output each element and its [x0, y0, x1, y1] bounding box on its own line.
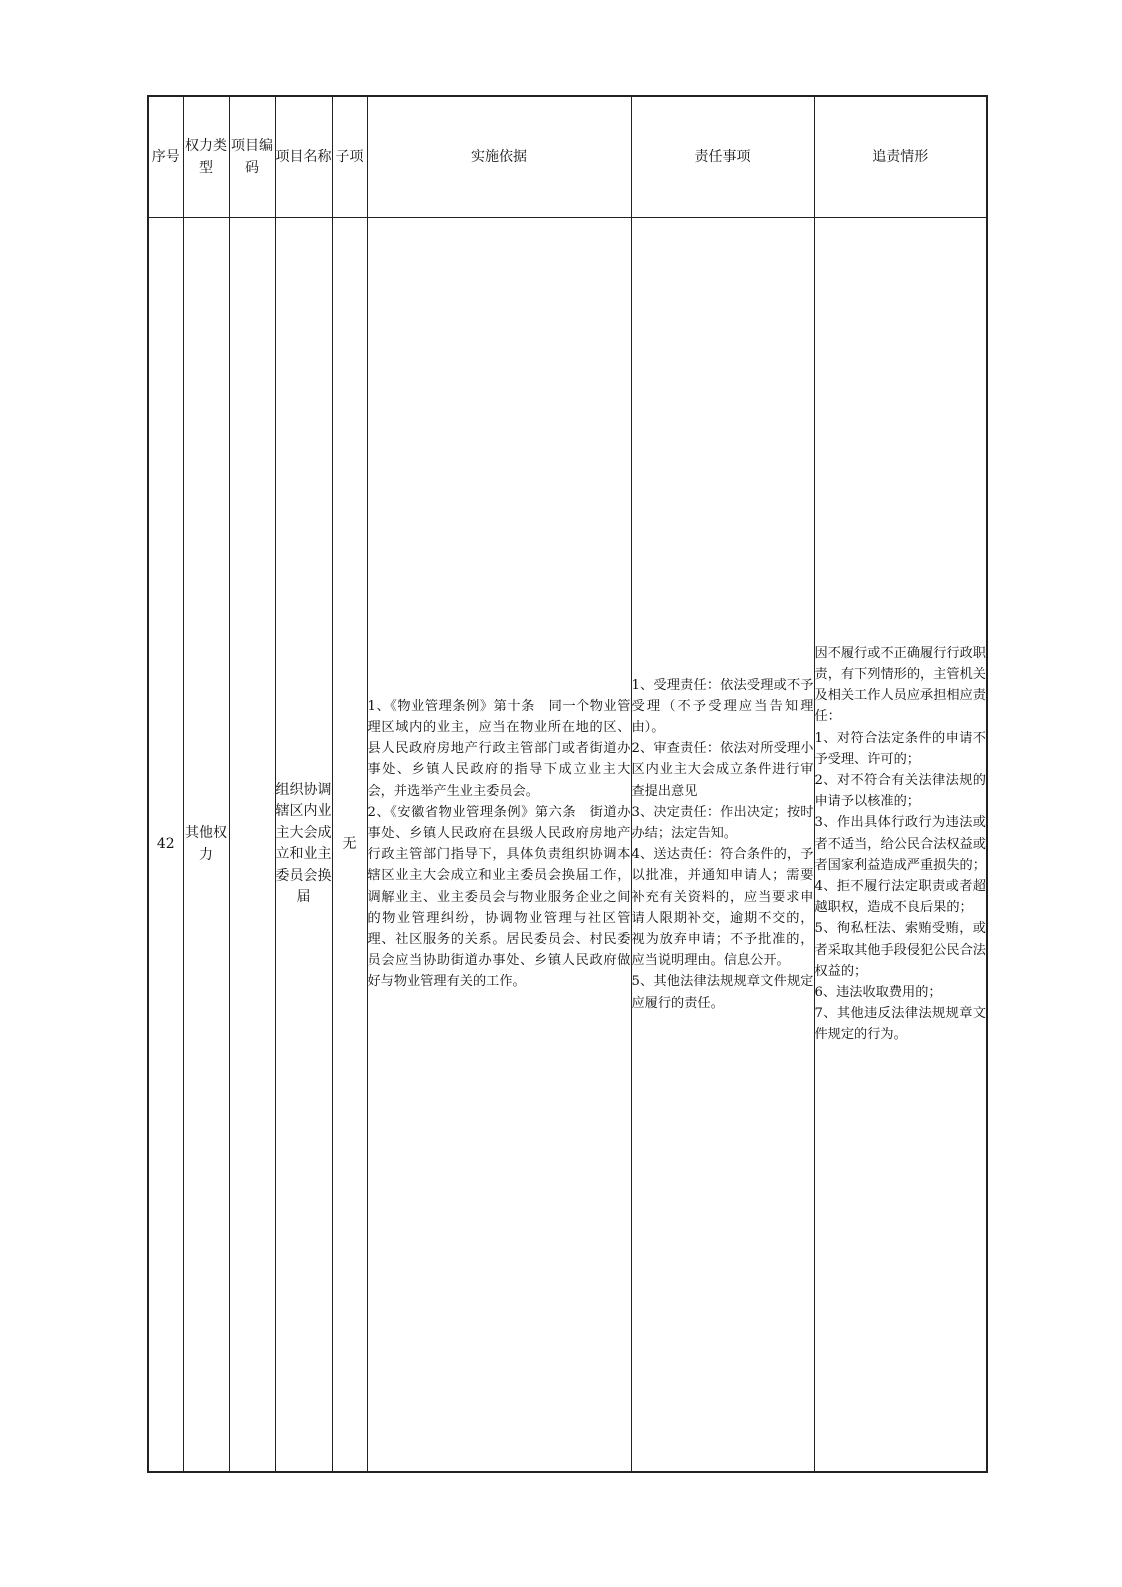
row-item-code: [229, 217, 275, 1472]
accountability-item: 6、违法收取费用的；: [814, 985, 942, 1001]
header-duty: 责任事项: [631, 96, 814, 217]
header-basis: 实施依据: [367, 96, 631, 217]
duty-item: 3、决定责任：作出决定；按时办结；法定告知。: [631, 804, 814, 842]
row-item-name: 组织协调辖区内业主大会成立和业主委员会换届: [275, 217, 332, 1472]
accountability-item: 4、拒不履行法定职责或者超越职权，造成不良后果的；: [814, 879, 986, 916]
row-duty: [631, 217, 814, 1472]
power-list-table: [147, 95, 988, 1473]
row-accountability: [814, 217, 987, 1472]
table-header-row: [148, 96, 987, 217]
row-basis: [367, 217, 631, 1472]
basis-paragraph: 1、《物业管理条例》第十条 同一个物业管理区域内的业主，应当在物业所在地的区、县人民政府房地产行政主管部门或者街道办事处、乡镇人民政府的指导下成立业主大会，并选举产生业主委员会。: [367, 698, 631, 799]
header-accountability: 追责情形: [814, 96, 987, 217]
header-item-name: 项目名称: [275, 96, 332, 217]
basis-paragraph: 2、《安徽省物业管理条例》第六条 街道办事处、乡镇人民政府在县级人民政府房地产行政主管部门指导下，具体负责组织协调本辖区业主大会成立和业主委员会换届工作，调解业主、业主委员会与物业服务企业之间的物业管理纠纷，协调物业管理与社区管理、社区服务的关系。居民委员会、村民委员会应当协助街道办事处、乡镇人民政府做好与物业管理有关的工作。: [367, 804, 631, 990]
header-sub-item: 子项: [332, 96, 367, 217]
duty-item: 2、审查责任：依法对所受理小区内业主大会成立条件进行审查提出意见: [631, 741, 814, 799]
accountability-item: 2、对不符合有关法律法规的申请予以核准的；: [814, 773, 986, 810]
accountability-item: 7、其他违反法律法规规章文件规定的行为。: [814, 1006, 986, 1043]
accountability-item: 1、对符合法定条件的申请不予受理、许可的；: [814, 730, 986, 767]
header-seq: 序号: [148, 96, 183, 217]
row-power-type: 其他权力: [183, 217, 229, 1472]
accountability-item: 5、徇私枉法、索贿受贿，或者采取其他手段侵犯公民合法权益的；: [814, 921, 986, 979]
row-seq: 42: [148, 217, 183, 1472]
row-sub-item: 无: [332, 217, 367, 1472]
duty-item: 5、其他法律法规规章文件规定应履行的责任。: [631, 974, 814, 1011]
table-row: [148, 217, 987, 1472]
header-item-code: 项目编码: [229, 96, 275, 217]
accountability-item: 3、作出具体行政行为违法或者不适当，给公民合法权益或者国家利益造成严重损失的；: [814, 815, 986, 873]
duty-item: 1、受理责任：依法受理或不予受理（不予受理应当告知理由）。: [631, 677, 814, 736]
header-power-type: 权力类型: [183, 96, 229, 217]
duty-item: 4、送达责任：符合条件的，予以批准，并通知申请人；需要补充有关资料的，应当要求申请人限期补交，逾期不交的，视为放弃申请；不予批准的，应当说明理由。信息公开。: [631, 847, 814, 969]
accountability-item: 因不履行或不正确履行行政职责，有下列情形的，主管机关及相关工作人员应承担相应责任：: [814, 645, 986, 725]
